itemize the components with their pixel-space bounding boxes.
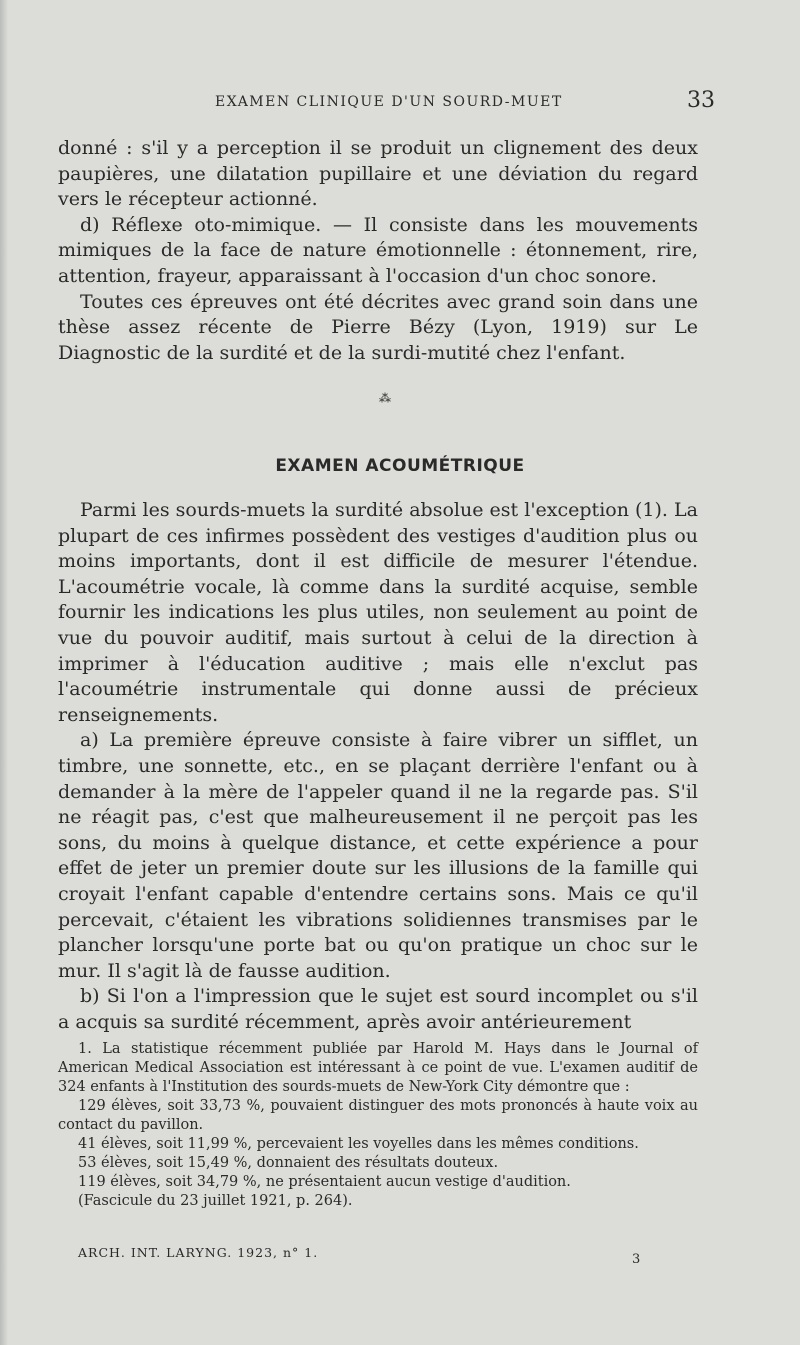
footnote-line: (Fascicule du 23 juillet 1921, p. 264). (78, 1193, 353, 1209)
page-number: 33 (687, 88, 715, 113)
asterism-divider: ⁂ (379, 391, 391, 405)
paragraph: donné : s'il y a perception il se produit un clignement des deux paupières, une dilatation pupillaire et une déviation du regard vers le récepteur actionné. (58, 137, 698, 211)
paragraph: Parmi les sourds-muets la surdité absolue est l'exception (1). La plupart de ces infirmes possèdent des vestiges d'audition plus ou moins importants, dont il est difficile de mesurer l'étendue. L'acoumétrie vocale, là comme dans la surdité acquise, semble fournir les indications les plus utiles, non seulement au point de vue du pouvoir auditif, mais surtout à celui de la direction à imprimer à l'éducation auditive ; mais elle n'exclut pas l'acoumétrie instrumentale qui donne aussi de précieux renseignements. (58, 499, 698, 726)
paragraph: d) Réflexe oto-mimique. — Il consiste dans les mouvements mimiques de la face de nature émotionnelle : étonnement, rire, attention, frayeur, apparaissant à l'occasion d'un choc sonore. (58, 213, 698, 287)
running-header (60, 88, 715, 116)
footnote-line: 53 élèves, soit 15,49 %, donnaient des résultats douteux. (78, 1155, 499, 1171)
paragraph: b) Si l'on a l'impression que le sujet est sourd incomplet ou s'il a acquis sa surdité récemment, après avoir antérieurement (58, 985, 698, 1033)
footnotes (58, 1040, 698, 1211)
top-text-block (58, 136, 698, 366)
footnote-line: 119 élèves, soit 34,79 %, ne présentaient aucun vestige d'audition. (78, 1174, 571, 1190)
page-edge-shadow (0, 0, 8, 1345)
footnote-line: 41 élèves, soit 11,99 %, percevaient les voyelles dans les mêmes conditions. (78, 1136, 639, 1152)
footnote: 1. La statistique récemment publiée par Harold M. Hays dans le Journal of American Medical Association est intéressant à ce point de vue. L'examen auditif de 324 enfants à l'Institution des sourds-muets de New-York City démontre que : (58, 1041, 698, 1095)
paragraph: a) La première épreuve consiste à faire vibrer un sifflet, un timbre, une sonnette, etc., en se plaçant derrière l'enfant ou à demander à la mère de l'appeler quand il ne la regarde pas. S'il ne réagit pas, c'est que malheureusement il ne perçoit pas les sons, du moins à quelque distance, et cette expérience a pour effet de jeter un premier doute sur les illusions de la famille qui croyait l'enfant capable d'entendre certains sons. Mais ce qu'il percevait, c'étaient les vibrations solidiennes transmises par le plancher lorsqu'une porte bat ou qu'on pratique un choc sur le mur. Il s'agit là de fausse audition. (58, 729, 698, 982)
main-text-block (58, 498, 698, 1035)
signature-mark: 3 (632, 1252, 641, 1267)
paragraph: Toutes ces épreuves ont été décrites avec grand soin dans une thèse assez récente de Pierre Bézy (Lyon, 1919) sur Le Diagnostic de la surdité et de la surdi-mutité chez l'enfant. (58, 290, 698, 364)
journal-reference: ARCH. INT. LARYNG. 1923, n° 1. (78, 1245, 319, 1260)
running-title: EXAMEN CLINIQUE D'UN SOURD-MUET (215, 94, 563, 110)
section-title: EXAMEN ACOUMÉTRIQUE (275, 456, 525, 476)
footnote-line: 129 élèves, soit 33,73 %, pouvaient distinguer des mots prononcés à haute voix au contact du pavillon. (58, 1098, 698, 1133)
